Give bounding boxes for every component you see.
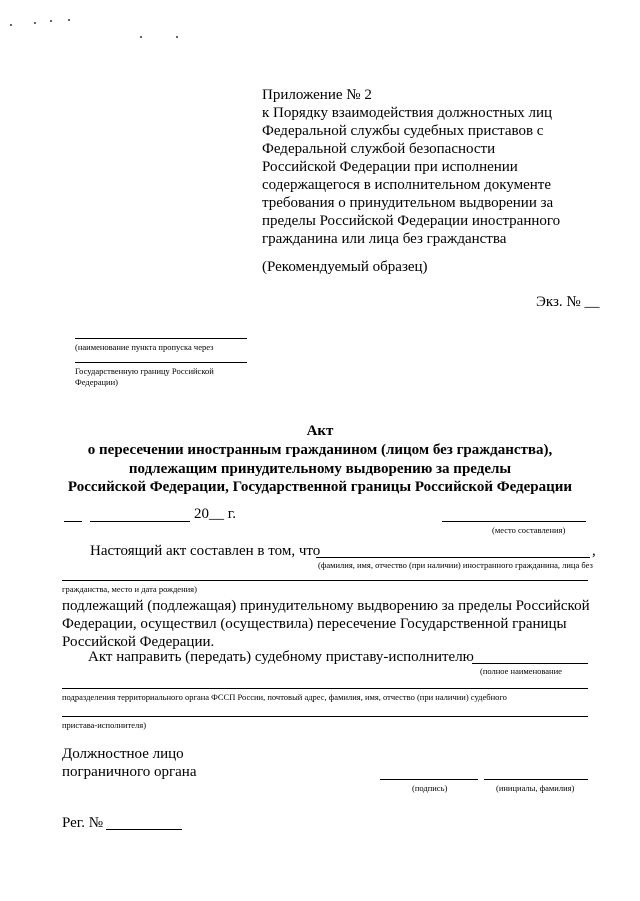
scan-speck: [176, 36, 178, 38]
signature-line: [380, 779, 478, 780]
checkpoint-label: (наименование пункта пропуска через: [75, 342, 214, 352]
official-title: пограничного органа: [62, 764, 197, 780]
appendix-line: пределы Российской Федерации иностранного: [262, 213, 561, 229]
place-label: (место составления): [492, 525, 566, 535]
date-year: 20__ г.: [194, 506, 236, 522]
appendix-line: Федеральной службой безопасности: [262, 141, 496, 157]
appendix-title: Приложение № 2: [262, 87, 372, 103]
checkpoint-line: [75, 338, 247, 339]
person-line: [316, 557, 590, 558]
paragraph-line: подлежащий (подлежащая) принудительному выдворению за пределы Российской: [62, 598, 590, 614]
act-subtitle: подлежащим принудительному выдворению за пределы: [128, 461, 512, 477]
checkpoint-label: Федерации): [75, 377, 118, 387]
scan-speck: [68, 19, 70, 21]
name-line: [484, 779, 588, 780]
intro-comma: ,: [592, 543, 596, 559]
unit-label: пристава-исполнителя): [62, 720, 147, 730]
official-title: Должностное лицо: [62, 746, 184, 762]
act-subtitle: Российской Федерации, Государственной границы Российской Федерации: [67, 479, 573, 495]
date-day-line: [64, 521, 82, 522]
appendix-line: Российской Федерации при исполнении: [262, 159, 518, 175]
signature-label: (подпись): [412, 783, 448, 793]
act-title: Акт: [306, 423, 334, 439]
scan-speck: [34, 22, 36, 24]
date-month-line: [90, 521, 190, 522]
bailiff-line: [472, 663, 588, 664]
person-line-2: [62, 580, 588, 581]
appendix-line: гражданина или лица без гражданства: [262, 231, 507, 247]
unit-line: [62, 688, 588, 689]
scan-speck: [140, 36, 142, 38]
appendix-line: требования о принудительном выдворении за: [262, 195, 554, 211]
name-label: (инициалы, фамилия): [496, 783, 575, 793]
checkpoint-line-2: [75, 362, 247, 363]
paragraph: [62, 597, 590, 651]
copy-number: Экз. № __: [536, 294, 600, 310]
unit-label: подразделения территориального органа ФССП России, почтовый адрес, фамилия, имя, отчество (при наличии) судебного: [62, 692, 507, 702]
place-line: [442, 521, 586, 522]
scan-speck: [50, 20, 52, 22]
send-to-text: Акт направить (передать) судебному приставу-исполнителю: [88, 649, 474, 665]
appendix-line: Федеральной службы судебных приставов с: [262, 123, 544, 139]
bailiff-name-line: [62, 716, 588, 717]
person-label: (фамилия, имя, отчество (при наличии) иностранного гражданина, лица без: [318, 560, 593, 570]
appendix-line: содержащегося в исполнительном документе: [262, 177, 552, 193]
reg-number: Рег. №: [62, 815, 104, 831]
unit-label: (полное наименование: [480, 666, 562, 676]
person-label: гражданства, место и дата рождения): [62, 584, 197, 594]
paragraph-line: Российской Федерации.: [62, 634, 215, 650]
appendix-text: [262, 104, 560, 248]
appendix-line: к Порядку взаимодействия должностных лиц: [262, 105, 553, 121]
scan-speck: [10, 24, 12, 26]
recommended-sample: (Рекомендуемый образец): [262, 259, 428, 275]
checkpoint-label: Государственную границу Российской: [75, 366, 214, 376]
act-subtitle: о пересечении иностранным гражданином (лицом без гражданства),: [87, 442, 553, 458]
reg-line: [106, 829, 182, 830]
paragraph-line: Федерации, осуществил (осуществила) пересечение Государственной границы: [62, 616, 567, 632]
intro-text: Настоящий акт составлен в том, что: [90, 543, 321, 559]
